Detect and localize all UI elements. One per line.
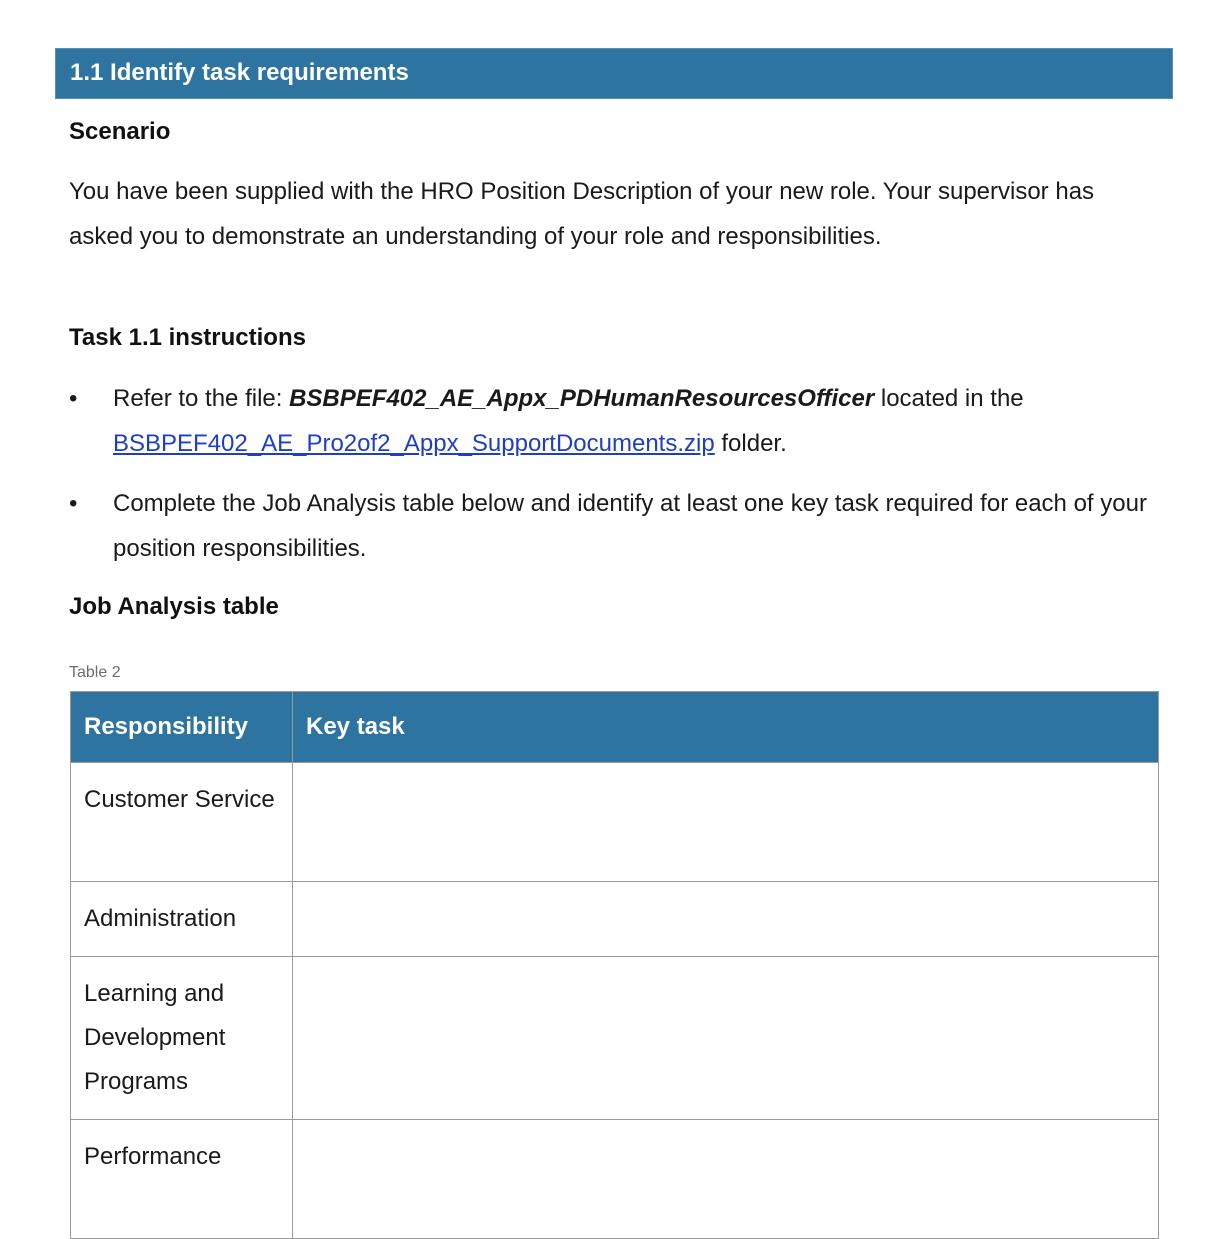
bullet-icon: •	[69, 490, 78, 517]
reference-file-name: BSBPEF402_AE_Appx_PDHumanResourcesOfficer	[289, 385, 875, 412]
bullet-1-prefix: Refer to the file:	[113, 385, 290, 412]
bullet-1-middle: located in the	[874, 385, 1024, 412]
key-task-cell[interactable]	[293, 957, 1159, 1120]
table-caption: Table 2	[69, 664, 121, 681]
scenario-heading: Scenario	[69, 118, 171, 145]
responsibility-cell: Customer Service	[71, 763, 293, 882]
responsibility-cell: Administration	[71, 882, 293, 957]
scenario-text: You have been supplied with the HRO Position Description of your new role. Your supervisor has asked you to demonstrate an understanding of your role and responsibilities.	[69, 178, 1095, 250]
instructions-heading: Task 1.1 instructions	[69, 324, 306, 351]
bullet-1-suffix: folder.	[714, 430, 787, 457]
key-task-cell[interactable]	[293, 1120, 1159, 1239]
key-task-cell[interactable]	[293, 763, 1159, 882]
job-analysis-heading: Job Analysis table	[69, 593, 279, 620]
table-row	[71, 1120, 1159, 1239]
key-task-cell[interactable]	[293, 882, 1159, 957]
table-row	[71, 882, 1159, 957]
table-row	[71, 957, 1159, 1120]
column-header-key-task: Key task	[293, 692, 1159, 763]
section-title: 1.1 Identify task requirements	[70, 59, 409, 86]
job-analysis-table	[70, 691, 1159, 1239]
column-header-responsibility: Responsibility	[71, 692, 293, 763]
responsibility-cell: Performance	[71, 1120, 293, 1239]
support-documents-link[interactable]: BSBPEF402_AE_Pro2of2_Appx_SupportDocuments.zip	[113, 430, 715, 457]
responsibility-cell: Learning and Development Programs	[71, 957, 293, 1120]
section-header-bar	[55, 48, 1173, 99]
bullet-icon: •	[69, 385, 78, 412]
instruction-bullet-2-text: Complete the Job Analysis table below and identify at least one key task required for each of your position responsibilities.	[113, 490, 1147, 562]
instruction-bullet-1-text	[113, 376, 1169, 466]
table-header-row	[71, 692, 1159, 763]
table-row	[71, 763, 1159, 882]
